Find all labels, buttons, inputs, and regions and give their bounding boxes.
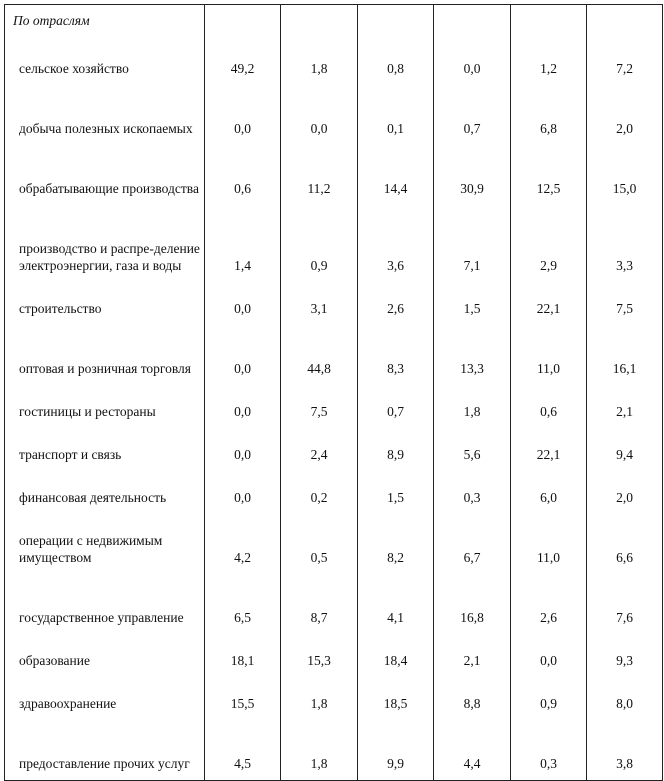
cell-value: 18,1 — [205, 634, 281, 677]
cell-value: 0,0 — [205, 85, 281, 145]
cell-value: 18,4 — [358, 634, 434, 677]
cell-value: 2,0 — [587, 471, 663, 514]
cell-value: 6,5 — [205, 574, 281, 634]
row-label: здравоохранение — [5, 677, 205, 720]
cell-value: 16,8 — [434, 574, 511, 634]
table-row — [5, 385, 663, 428]
cell-value: 2,1 — [434, 634, 511, 677]
cell-value: 0,8 — [358, 42, 434, 85]
cell-value: 0,7 — [358, 385, 434, 428]
cell-value: 1,8 — [281, 720, 358, 781]
cell-value: 0,7 — [434, 85, 511, 145]
cell-value: 6,7 — [434, 514, 511, 574]
row-label: операции с недвижимым имуществом — [5, 514, 205, 574]
cell-value: 4,2 — [205, 514, 281, 574]
cell-value: 8,2 — [358, 514, 434, 574]
cell-value: 1,8 — [434, 385, 511, 428]
cell-value: 7,2 — [587, 42, 663, 85]
row-label: финансовая деятельность — [5, 471, 205, 514]
cell-value: 9,9 — [358, 720, 434, 781]
cell-value: 0,0 — [205, 428, 281, 471]
row-label: строительство — [5, 282, 205, 325]
table-row — [5, 282, 663, 325]
cell-value: 6,8 — [511, 85, 587, 145]
cell-value: 15,5 — [205, 677, 281, 720]
table-row — [5, 85, 663, 145]
cell-value: 0,9 — [511, 677, 587, 720]
cell-value: 9,3 — [587, 634, 663, 677]
cell-value: 3,6 — [358, 205, 434, 282]
cell-value: 2,6 — [511, 574, 587, 634]
cell-value: 7,6 — [587, 574, 663, 634]
cell-value: 4,5 — [205, 720, 281, 781]
cell-value: 6,6 — [587, 514, 663, 574]
cell-value: 8,9 — [358, 428, 434, 471]
row-label: образование — [5, 634, 205, 677]
cell-value: 0,2 — [281, 471, 358, 514]
table-row — [5, 471, 663, 514]
cell-value: 0,0 — [434, 42, 511, 85]
cell-value: 8,0 — [587, 677, 663, 720]
cell-value: 30,9 — [434, 145, 511, 205]
cell-value: 0,0 — [205, 282, 281, 325]
cell-value: 0,3 — [434, 471, 511, 514]
cell-value: 8,3 — [358, 325, 434, 385]
cell-value: 2,4 — [281, 428, 358, 471]
cell-value: 2,0 — [587, 85, 663, 145]
cell-value: 1,5 — [358, 471, 434, 514]
table-row — [5, 720, 663, 781]
table-row — [5, 574, 663, 634]
table-row — [5, 145, 663, 205]
cell-value: 2,9 — [511, 205, 587, 282]
cell-value: 3,3 — [587, 205, 663, 282]
cell-value: 1,8 — [281, 42, 358, 85]
cell-value: 13,3 — [434, 325, 511, 385]
cell-value: 0,0 — [281, 85, 358, 145]
table-row — [5, 42, 663, 85]
cell-value: 15,0 — [587, 145, 663, 205]
cell-value: 7,5 — [281, 385, 358, 428]
cell-value: 22,1 — [511, 282, 587, 325]
cell-value: 49,2 — [205, 42, 281, 85]
table-row — [5, 205, 663, 282]
cell-value: 1,2 — [511, 42, 587, 85]
cell-value: 0,6 — [205, 145, 281, 205]
cell-value: 11,0 — [511, 325, 587, 385]
table-row — [5, 677, 663, 720]
cell-value: 14,4 — [358, 145, 434, 205]
cell-value: 0,3 — [511, 720, 587, 781]
cell-value: 6,0 — [511, 471, 587, 514]
cell-value: 8,7 — [281, 574, 358, 634]
cell-value: 15,3 — [281, 634, 358, 677]
cell-value: 0,1 — [358, 85, 434, 145]
cell-value: 2,1 — [587, 385, 663, 428]
row-label: транспорт и связь — [5, 428, 205, 471]
cell-value: 16,1 — [587, 325, 663, 385]
row-label: сельское хозяйство — [5, 42, 205, 85]
row-label: предоставление прочих услуг — [5, 720, 205, 781]
cell-value: 2,6 — [358, 282, 434, 325]
cell-value: 5,6 — [434, 428, 511, 471]
row-label: производство и распре-деление электроэнергии, газа и воды — [5, 205, 205, 282]
row-label: обрабатывающие производства — [5, 145, 205, 205]
cell-value: 7,1 — [434, 205, 511, 282]
cell-value: 12,5 — [511, 145, 587, 205]
cell-value: 0,5 — [281, 514, 358, 574]
cell-value: 8,8 — [434, 677, 511, 720]
table-row — [5, 325, 663, 385]
row-label: оптовая и розничная торговля — [5, 325, 205, 385]
cell-value: 0,9 — [281, 205, 358, 282]
cell-value: 9,4 — [587, 428, 663, 471]
cell-value: 44,8 — [281, 325, 358, 385]
cell-value: 0,0 — [205, 325, 281, 385]
cell-value: 3,1 — [281, 282, 358, 325]
table-row — [5, 514, 663, 574]
section-label: По отраслям — [5, 5, 205, 43]
cell-value: 11,0 — [511, 514, 587, 574]
row-label: государственное управление — [5, 574, 205, 634]
cell-value: 0,0 — [205, 471, 281, 514]
table-row — [5, 428, 663, 471]
row-label: гостиницы и рестораны — [5, 385, 205, 428]
cell-value: 0,0 — [205, 385, 281, 428]
industry-share-table — [4, 4, 663, 781]
cell-value: 4,4 — [434, 720, 511, 781]
cell-value: 18,5 — [358, 677, 434, 720]
cell-value: 0,0 — [511, 634, 587, 677]
cell-value: 0,6 — [511, 385, 587, 428]
cell-value: 22,1 — [511, 428, 587, 471]
section-header-row — [5, 5, 663, 43]
cell-value: 11,2 — [281, 145, 358, 205]
cell-value: 3,8 — [587, 720, 663, 781]
cell-value: 1,4 — [205, 205, 281, 282]
cell-value: 1,5 — [434, 282, 511, 325]
table-row — [5, 634, 663, 677]
cell-value: 7,5 — [587, 282, 663, 325]
row-label: добыча полезных ископаемых — [5, 85, 205, 145]
cell-value: 1,8 — [281, 677, 358, 720]
cell-value: 4,1 — [358, 574, 434, 634]
